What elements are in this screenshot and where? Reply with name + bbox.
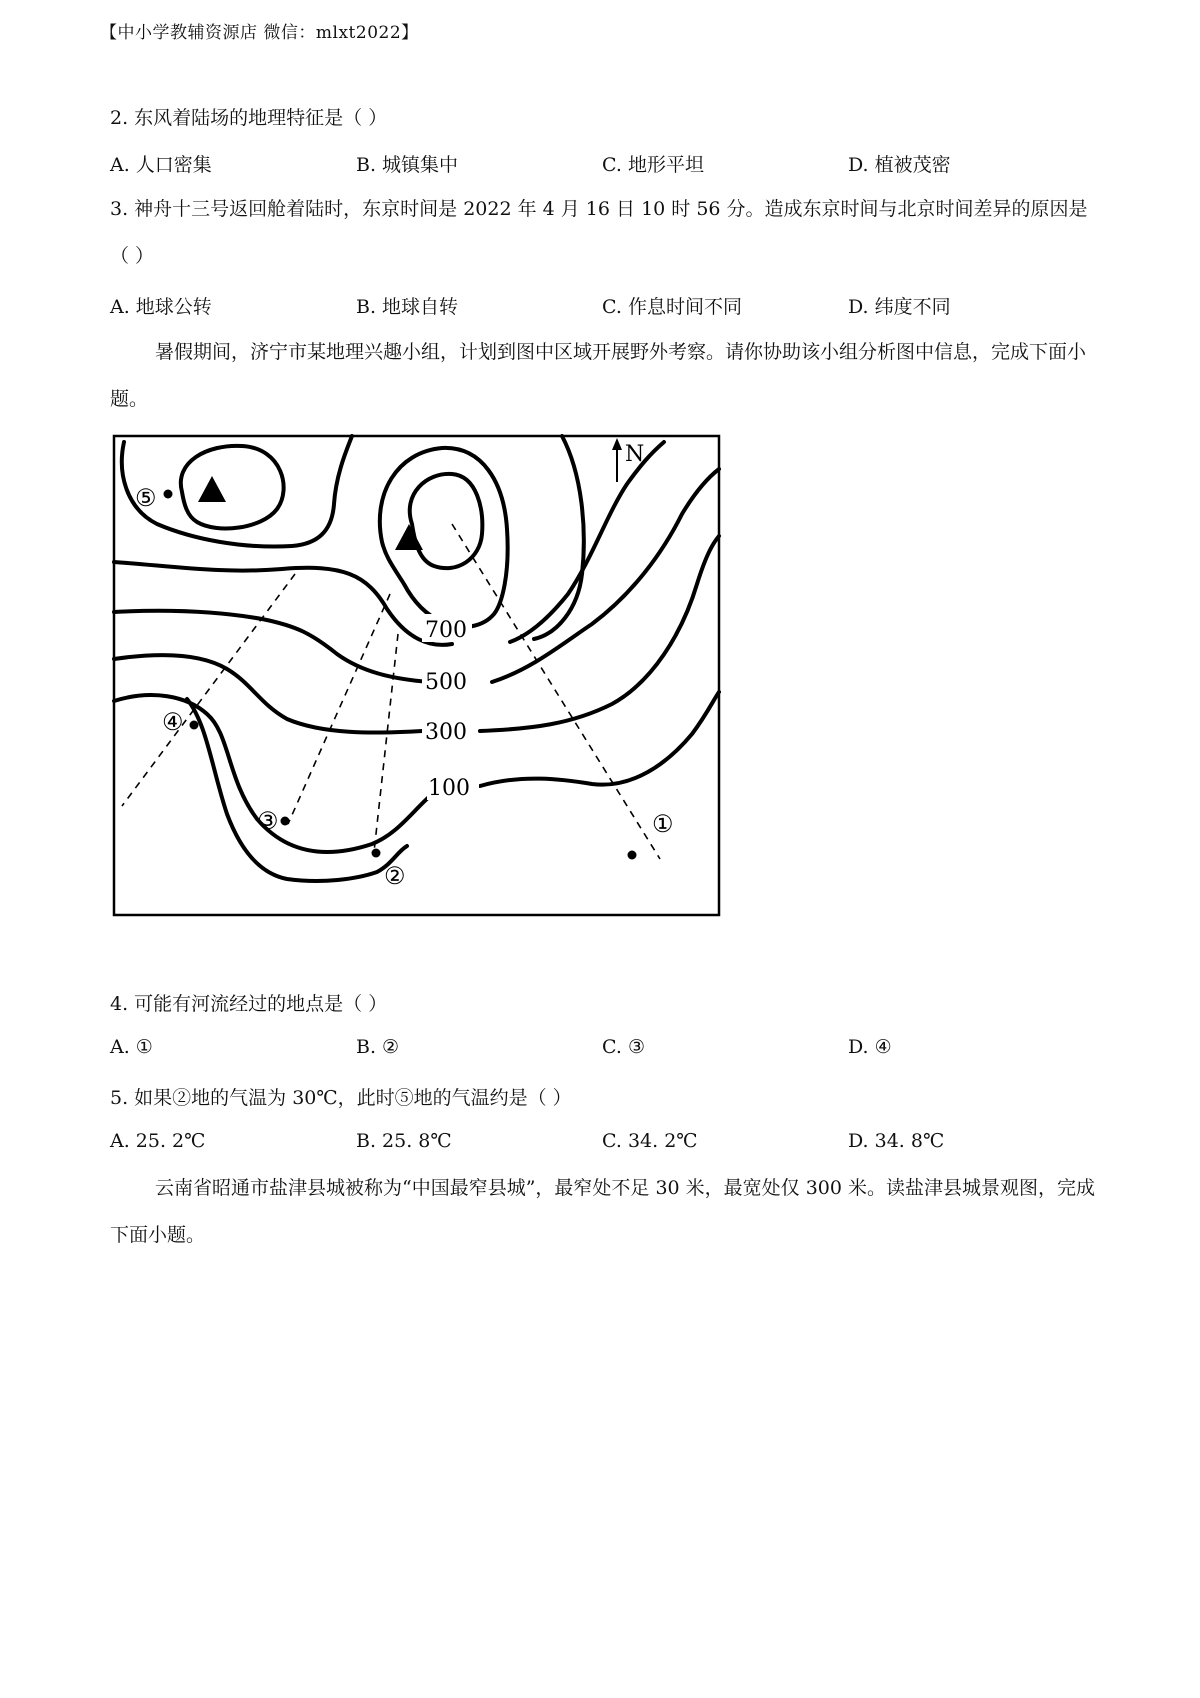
question-5-options bbox=[110, 1130, 1110, 1158]
contour-label-100: 100 bbox=[428, 776, 470, 801]
page-header-watermark: 【中小学教辅资源店 微信：mlxt2022】 bbox=[100, 23, 419, 43]
point-3-dot bbox=[281, 817, 290, 826]
q3-option-c[interactable]: C. 作息时间不同 bbox=[602, 296, 742, 318]
point-label-3: ③ bbox=[257, 807, 279, 835]
point-label-2: ② bbox=[384, 862, 406, 890]
intro-paragraph-fieldtrip: 暑假期间，济宁市某地理兴趣小组，计划到图中区域开展野外考察。请你协助该小组分析图中信息，完成下面小题。 bbox=[110, 341, 1087, 410]
q3-option-d[interactable]: D. 纬度不同 bbox=[848, 296, 951, 318]
question-5: 5. 如果②地的气温为 30℃，此时⑤地的气温约是（ ） bbox=[110, 1087, 572, 1109]
point-label-5: ⑤ bbox=[135, 484, 157, 512]
q5-option-b[interactable]: B. 25. 8℃ bbox=[356, 1130, 452, 1152]
contour-label-300: 300 bbox=[425, 720, 467, 745]
question-4-options bbox=[110, 1036, 1110, 1064]
north-label: N bbox=[625, 442, 645, 467]
q5-option-d[interactable]: D. 34. 8℃ bbox=[848, 1130, 945, 1152]
intro-paragraph-yanjin: 云南省昭通市盐津县城被称为“中国最窄县城”，最窄处不足 30 米，最宽处仅 300 米。读盐津县城景观图，完成下面小题。 bbox=[110, 1177, 1096, 1246]
point-label-4: ④ bbox=[162, 708, 184, 736]
question-3: 3. 神舟十三号返回舱着陆时，东京时间是 2022 年 4 月 16 日 10 时 56 分。造成东京时间与北京时间差异的原因是（ ） bbox=[110, 198, 1088, 267]
contour-label-500: 500 bbox=[425, 670, 467, 695]
point-2-dot bbox=[372, 849, 381, 858]
q4-option-a[interactable]: A. ① bbox=[110, 1036, 153, 1058]
q4-option-d[interactable]: D. ④ bbox=[848, 1036, 892, 1058]
question-2-options bbox=[110, 150, 1110, 178]
question-2: 2. 东风着陆场的地理特征是（ ） bbox=[110, 107, 388, 129]
q2-option-c[interactable]: C. 地形平坦 bbox=[602, 154, 704, 176]
q4-option-c[interactable]: C. ③ bbox=[602, 1036, 645, 1058]
q3-option-b[interactable]: B. 地球自转 bbox=[356, 296, 459, 318]
point-4-dot bbox=[190, 721, 199, 730]
question-4: 4. 可能有河流经过的地点是（ ） bbox=[110, 993, 388, 1015]
point-5-dot bbox=[164, 490, 173, 499]
q4-option-b[interactable]: B. ② bbox=[356, 1036, 400, 1058]
q5-option-a[interactable]: A. 25. 2℃ bbox=[110, 1130, 206, 1152]
contour-label-700: 700 bbox=[425, 618, 467, 643]
point-label-1: ① bbox=[652, 810, 674, 838]
q2-option-a[interactable]: A. 人口密集 bbox=[110, 154, 212, 176]
q5-option-c[interactable]: C. 34. 2℃ bbox=[602, 1130, 698, 1152]
question-3-options bbox=[110, 292, 1110, 320]
q2-option-b[interactable]: B. 城镇集中 bbox=[356, 154, 459, 176]
point-1-dot bbox=[628, 851, 637, 860]
q3-option-a[interactable]: A. 地球公转 bbox=[110, 296, 212, 318]
contour-map bbox=[112, 434, 722, 918]
map-frame bbox=[114, 436, 719, 915]
q2-option-d[interactable]: D. 植被茂密 bbox=[848, 154, 951, 176]
